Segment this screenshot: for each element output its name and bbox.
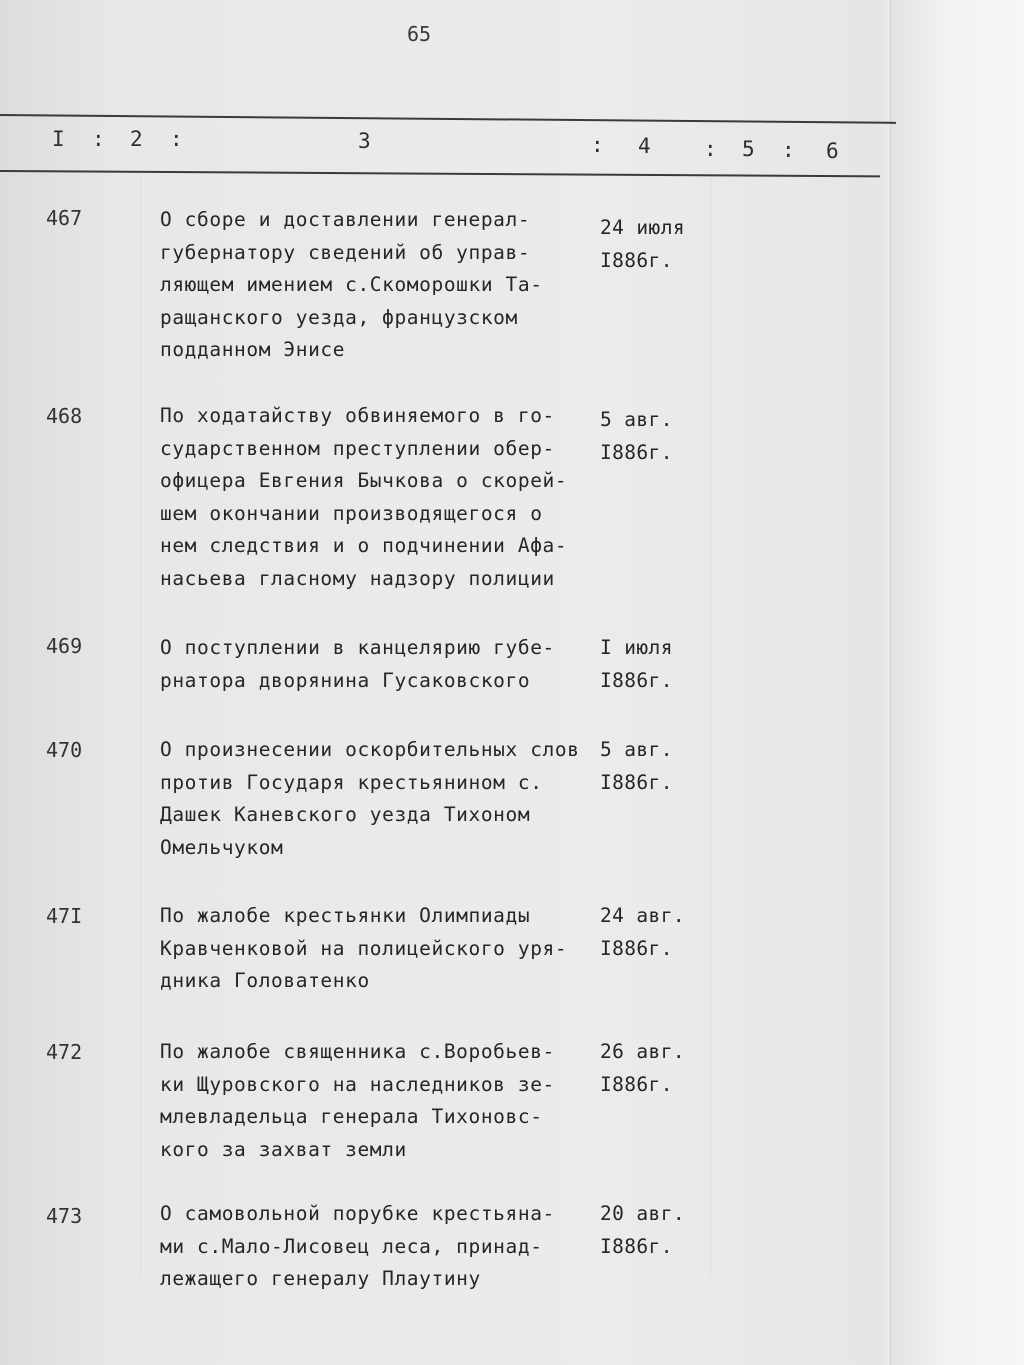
page-number: 65 [407,22,432,46]
entry-number: 472 [46,1040,83,1064]
entry-number: 469 [46,634,83,658]
entry-number: 47I [46,904,83,928]
column-header-6: 6 [826,139,839,163]
entry-number: 473 [46,1204,83,1228]
entry-description: По жалобе священника с.Воробьев- ки Щуровского на наследников зе- млевладельца генерала Тихоновс- кого за захват земли [160,1040,555,1161]
column-separator: : [170,127,183,151]
entry-date: 24 июля I886г. [600,216,685,272]
faint-column-line [140,175,141,1275]
column-header-2: 2 [130,127,143,151]
entry-description: О сборе и доставлении генерал- губернатору сведений об управ- ляющем имением с.Скоморошки Та- ращанского уезда, французском подданном Энисе [160,208,543,361]
column-header-1: I [52,127,65,151]
page-edge [890,0,1024,1365]
entry-date: 24 авг. I886г. [600,904,685,960]
entry-date: 26 авг. I886г. [600,1040,685,1096]
column-separator: : [704,137,717,161]
column-header-3: 3 [358,129,371,153]
entry-description: О самовольной порубке крестьяна- ми с.Мало-Лисовец леса, принад- лежащего генералу Плаутину [160,1202,555,1290]
header-bottom-rule [0,170,880,177]
column-header-4: 4 [638,134,651,158]
entry-number: 467 [46,206,83,230]
entry-date: 20 авг. I886г. [600,1202,685,1258]
entry-description: О произнесении оскорбительных слов против Государя крестьянином с. Дашек Каневского уезда Тихоном Омельчуком [160,738,580,859]
column-header-5: 5 [742,137,755,161]
column-separator: : [591,133,604,157]
entry-description: По ходатайству обвиняемого в го- сударственном преступлении обер- офицера Евгения Бычкова о скорей- шем окончании производящегося о нем следствия и о подчинении Афа- насьева гласному надзору полиции [160,404,568,590]
entry-description: По жалобе крестьянки Олимпиады Кравченковой на полицейского уря- дника Головатенко [160,904,568,992]
column-separator: : [92,127,105,151]
entry-date: 5 авг. I886г. [600,738,673,794]
entry-date: I июля I886г. [600,636,673,692]
entry-date: 5 авг. I886г. [600,408,673,464]
header-top-rule [0,114,896,124]
faint-column-line [710,175,711,1275]
entry-number: 468 [46,404,83,428]
column-separator: : [782,138,795,162]
entry-description: О поступлении в канцелярию губе- рнатора дворянина Гусаковского [160,636,555,692]
entry-number: 470 [46,738,83,762]
